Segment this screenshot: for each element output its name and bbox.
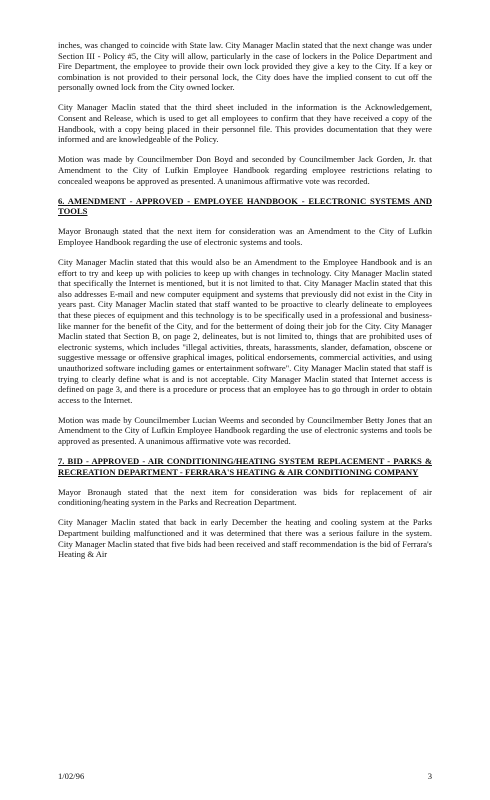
body-paragraph: City Manager Maclin stated that the third sheet included in the information is the Acknowledgement, Consent and Release, which is used to get all employees to confirm that they have received a copy of the Handbook, with a copy being placed in their personnel file. This provides documentation that they were informed and are knowledgeable of the Policy. [58,102,432,145]
footer-date: 1/02/96 [58,771,85,781]
body-paragraph: City Manager Maclin stated that back in early December the heating and cooling system at the Parks Department building malfunctioned and it was determined that there was a serious failure in the system. City Manager Maclin stated that five bids had been received and staff recommendation is the bid of Ferrara's Heating & Air [58,517,432,560]
body-paragraph: Mayor Bronaugh stated that the next item for consideration was bids for replacement of air conditioning/heating system in the Parks and Recreation Department. [58,486,432,508]
page-number: 3 [427,771,432,781]
body-paragraph: City Manager Maclin stated that this would also be an Amendment to the Employee Handbook and is an effort to try and keep up with policies to keep up with changes in technology. City Manager Maclin stated that specifically the Internet is mentioned, but it is not limited to that. City Manager Maclin stated that this also addresses E-mail and new computer equipment and systems that previously did not exist in the City in years past. City Manager Maclin stated that staff wanted to be proactive to clearly delineate to employees that these pieces of equipment and this technology is to be specifically used in a professional and business-like manner for the benefit of the City, and for the betterment of doing their job for the City. City Manager Maclin stated that Section B, on page 2, delineates, but is not limited to, things that are prohibited uses of electronic systems, which includes "illegal activities, threats, harassments, slander, defamation, obscene or suggestive message or offensive graphical images, political endorsements, commercial activities, and using unauthorized software including games or entertainment software". City Manager Maclin stated that staff is trying to clearly define what is and is not acceptable. City Manager Maclin stated that Internet access is defined on page 3, and there is a procedure or process that an employee has to go through in order to obtain access to the Internet. [58,257,432,405]
section-heading-7: 7. BID - APPROVED - AIR CONDITIONING/HEATING SYSTEM REPLACEMENT - PARKS & RECREATION DEPARTMENT - FERRARA'S HEATING & AIR CONDITIONING COMPANY [58,456,432,477]
page-footer [58,771,432,781]
body-paragraph: Motion was made by Councilmember Don Boyd and seconded by Councilmember Jack Gorden, Jr. that Amendment to the City of Lufkin Employee Handbook regarding employee restrictions relating to concealed weapons be approved as presented. A unanimous affirmative vote was recorded. [58,154,432,186]
body-paragraph: Mayor Bronaugh stated that the next item for consideration was an Amendment to the City of Lufkin Employee Handbook regarding the use of electronic systems and tools. [58,226,432,247]
section-heading-6: 6. AMENDMENT - APPROVED - EMPLOYEE HANDBOOK - ELECTRONIC SYSTEMS AND TOOLS [58,195,432,217]
body-paragraph: Motion was made by Councilmember Lucian Weems and seconded by Councilmember Betty Jones that an Amendment to the City of Lufkin Employee Handbook regarding the use of electronic systems and tools be approved as presented. A unanimous affirmative vote was recorded. [58,414,432,446]
body-paragraph: inches, was changed to coincide with State law. City Manager Maclin stated that the next change was under Section III - Policy #5, the City will allow, particularly in the case of lockers in the Police Department and Fire Department, the employee to provide their own lock provided they give a key to the City. If a key or combination is not provided to their personal lock, the City does have the implied consent to cut off the personally owned lock from the City owned locker. [58,40,432,93]
